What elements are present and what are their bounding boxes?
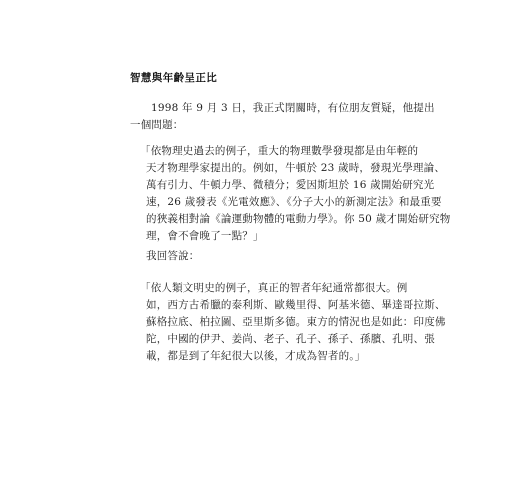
reply-intro-paragraph <box>146 248 200 265</box>
text-line: 如，西方古希臘的泰利斯、歐幾里得、阿基米德、畢達哥拉斯、 <box>146 299 446 311</box>
answer-quote <box>140 280 446 365</box>
text-line: 「依物理史過去的例子，重大的物理數學發現都是由年輕的 <box>140 145 419 157</box>
text-line: 速，26 歲發表《光電效應》、《分子大小的新測定法》和最重要 <box>146 196 442 208</box>
text-line: 我回答說： <box>146 250 200 262</box>
text-line: 陀，中國的伊尹、姜尚、老子、孔子、孫子、孫臏、孔明、張 <box>146 333 435 345</box>
text-line: 一個問題： <box>130 119 184 131</box>
text-line: 載，都是到了年紀很大以後，才成為智者的。」 <box>146 350 366 362</box>
text-line: 蘇格拉底、柏拉圖、亞里斯多德。東方的情況也是如此：印度佛 <box>146 316 446 328</box>
text-line: 1998 年 9 月 3 日，我正式閉關時，有位朋友質疑，他提出 <box>151 102 435 114</box>
text-line: 的狹義相對論《論運動物體的電動力學》。你 50 歲才開始研究物 <box>146 213 451 225</box>
text-line: 「依人類文明史的例子，真正的智者年紀通常都很大。例 <box>140 282 408 294</box>
text-line: 天才物理學家提出的。例如，牛頓於 23 歲時，發現光學理論、 <box>146 162 446 174</box>
text-line: 理，會不會晚了一點？」 <box>146 230 264 242</box>
friend-question-quote <box>140 143 451 245</box>
section-title: 智慧與年齡呈正比 <box>130 72 218 84</box>
text-line: 萬有引力、牛頓力學、微積分；愛因斯坦於 16 歲開始研究光 <box>146 179 435 191</box>
intro-paragraph <box>130 100 435 134</box>
